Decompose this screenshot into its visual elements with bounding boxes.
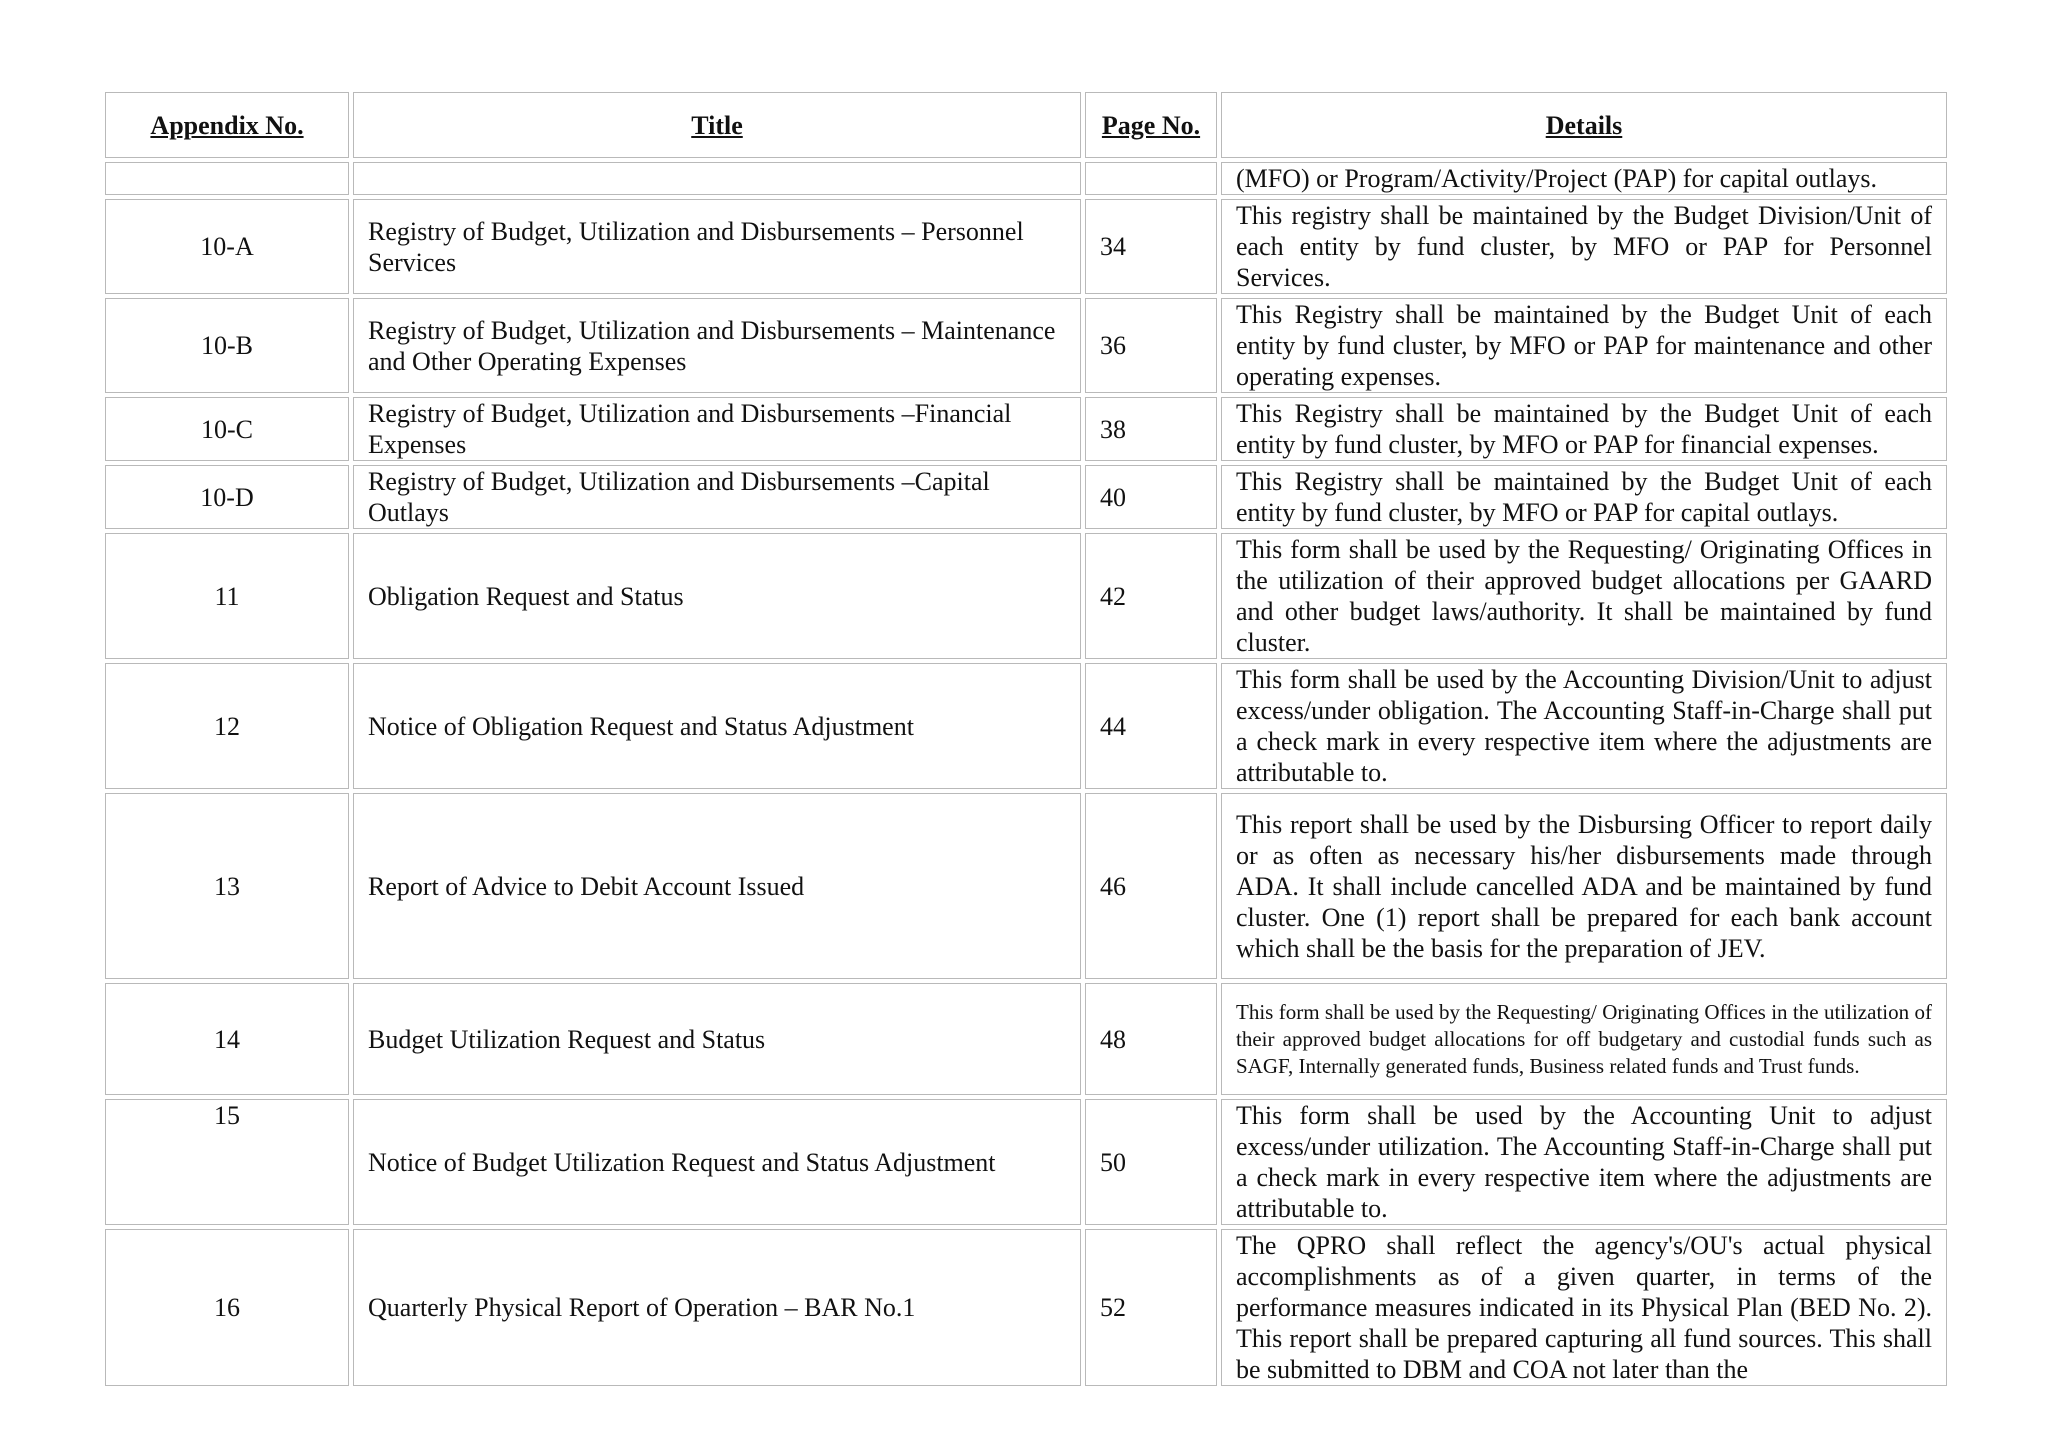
details-cell: This report shall be used by the Disbursing Officer to report daily or as often as necessary his/her disbursements made through ADA. It shall include cancelled ADA and be maintained by fund cluster. One (1) report shall be prepared for each bank account which shall be the basis for the preparation of JEV. xyxy=(1221,793,1947,979)
appendix-no-cell: 13 xyxy=(105,793,349,979)
table-row xyxy=(105,1229,1947,1386)
table-row xyxy=(105,397,1947,461)
title-cell: Registry of Budget, Utilization and Disbursements – Maintenance and Other Operating Expenses xyxy=(353,298,1081,393)
title-cell: Registry of Budget, Utilization and Disbursements – Personnel Services xyxy=(353,199,1081,294)
table-row xyxy=(105,162,1947,195)
title-cell: Registry of Budget, Utilization and Disbursements –Financial Expenses xyxy=(353,397,1081,461)
header-details: Details xyxy=(1221,92,1947,158)
details-cell: This form shall be used by the Accounting Unit to adjust excess/under utilization. The Accounting Staff-in-Charge shall put a check mark in every respective item where the adjustments are attributable to. xyxy=(1221,1099,1947,1225)
page-no-cell: 38 xyxy=(1085,397,1217,461)
header-page-no: Page No. xyxy=(1085,92,1217,158)
page-no-cell: 52 xyxy=(1085,1229,1217,1386)
details-cell: This Registry shall be maintained by the Budget Unit of each entity by fund cluster, by MFO or PAP for maintenance and other operating expenses. xyxy=(1221,298,1947,393)
page-no-cell: 34 xyxy=(1085,199,1217,294)
page-no-cell: 42 xyxy=(1085,533,1217,659)
table-row xyxy=(105,533,1947,659)
table-row xyxy=(105,465,1947,529)
appendix-no-cell xyxy=(105,162,349,195)
appendix-no-cell: 16 xyxy=(105,1229,349,1386)
page-no-cell: 48 xyxy=(1085,983,1217,1095)
details-cell: This registry shall be maintained by the Budget Division/Unit of each entity by fund cluster, by MFO or PAP for Personnel Services. xyxy=(1221,199,1947,294)
appendix-no-cell: 10-D xyxy=(105,465,349,529)
table-row xyxy=(105,199,1947,294)
appendix-no-cell: 10-B xyxy=(105,298,349,393)
details-cell: (MFO) or Program/Activity/Project (PAP) for capital outlays. xyxy=(1221,162,1947,195)
page-no-cell xyxy=(1085,162,1217,195)
title-cell: Registry of Budget, Utilization and Disbursements –Capital Outlays xyxy=(353,465,1081,529)
appendix-table xyxy=(101,88,1951,1390)
table-row xyxy=(105,793,1947,979)
appendix-no-cell: 14 xyxy=(105,983,349,1095)
page-no-cell: 40 xyxy=(1085,465,1217,529)
details-cell: The QPRO shall reflect the agency's/OU's actual physical accomplishments as of a given quarter, in terms of the performance measures indicated in its Physical Plan (BED No. 2). This report shall be prepared capturing all fund sources. This shall be submitted to DBM and COA not later than the xyxy=(1221,1229,1947,1386)
appendix-no-cell: 11 xyxy=(105,533,349,659)
details-cell: This form shall be used by the Accounting Division/Unit to adjust excess/under obligation. The Accounting Staff-in-Charge shall put a check mark in every respective item where the adjustments are attributable to. xyxy=(1221,663,1947,789)
header-row xyxy=(105,92,1947,158)
title-cell xyxy=(353,162,1081,195)
details-cell: This form shall be used by the Requesting/ Originating Offices in the utilization of their approved budget allocations for off budgetary and custodial funds such as SAGF, Internally generated funds, Business related funds and Trust funds. xyxy=(1221,983,1947,1095)
page-no-cell: 36 xyxy=(1085,298,1217,393)
details-cell: This Registry shall be maintained by the Budget Unit of each entity by fund cluster, by MFO or PAP for capital outlays. xyxy=(1221,465,1947,529)
appendix-no-cell: 15 xyxy=(105,1099,349,1225)
title-cell: Notice of Obligation Request and Status Adjustment xyxy=(353,663,1081,789)
table-row xyxy=(105,1099,1947,1225)
appendix-no-cell: 10-A xyxy=(105,199,349,294)
title-cell: Obligation Request and Status xyxy=(353,533,1081,659)
details-cell: This Registry shall be maintained by the Budget Unit of each entity by fund cluster, by MFO or PAP for financial expenses. xyxy=(1221,397,1947,461)
table-row xyxy=(105,663,1947,789)
title-cell: Quarterly Physical Report of Operation – BAR No.1 xyxy=(353,1229,1081,1386)
page-no-cell: 46 xyxy=(1085,793,1217,979)
title-cell: Report of Advice to Debit Account Issued xyxy=(353,793,1081,979)
appendix-no-cell: 12 xyxy=(105,663,349,789)
details-cell: This form shall be used by the Requesting/ Originating Offices in the utilization of their approved budget allocations per GAARD and other budget laws/authority. It shall be maintained by fund cluster. xyxy=(1221,533,1947,659)
page-no-cell: 44 xyxy=(1085,663,1217,789)
table-row xyxy=(105,983,1947,1095)
title-cell: Notice of Budget Utilization Request and Status Adjustment xyxy=(353,1099,1081,1225)
appendix-no-cell: 10-C xyxy=(105,397,349,461)
header-title: Title xyxy=(353,92,1081,158)
page-no-cell: 50 xyxy=(1085,1099,1217,1225)
title-cell: Budget Utilization Request and Status xyxy=(353,983,1081,1095)
table-row xyxy=(105,298,1947,393)
header-appendix-no: Appendix No. xyxy=(105,92,349,158)
